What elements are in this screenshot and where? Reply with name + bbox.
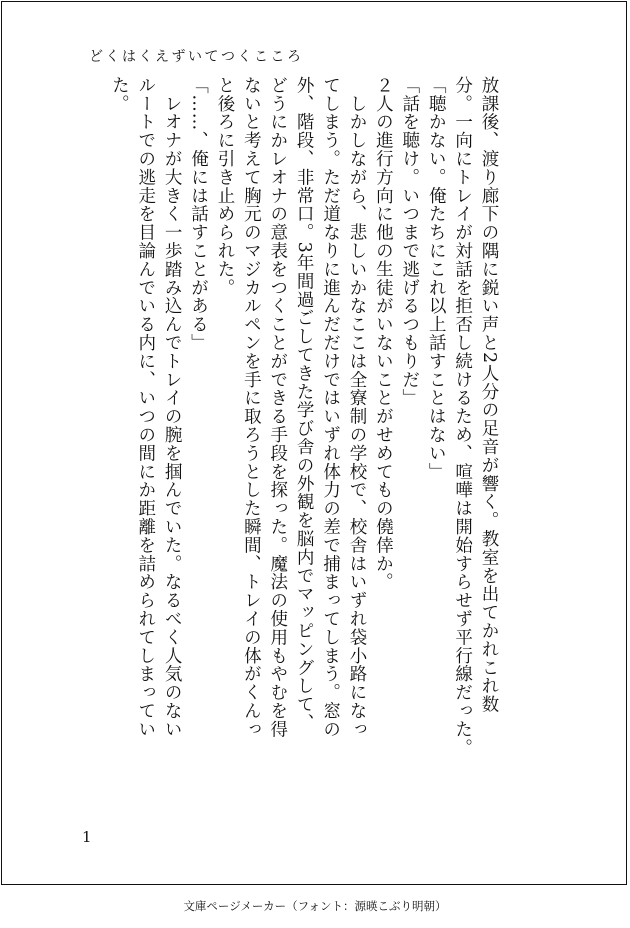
text-line: と後ろに引き止められた。 xyxy=(214,76,235,297)
footer-credit: 文庫ページメーカー（フォント：源暎こぶり明朝） xyxy=(183,899,447,913)
book-page xyxy=(1,1,627,885)
text-line: 分。一向にトレイが対話を拒否し続けるため、喧嘩は開始すらせず平行線だった。 xyxy=(452,76,473,757)
novel-body-text xyxy=(80,76,502,846)
text-line: 放課後、渡り廊下の隅に鋭い声と2人分の足音が響く。教室を出てかれこれ数 xyxy=(479,76,499,714)
text-line: ないと考えて胸元のマジカルペンを手に取ろうとした瞬間、トレイの体がくんっ xyxy=(241,76,262,739)
book-title: どくはくえずいてつくこころ xyxy=(89,49,304,65)
text-line: 外、階段、非常口。3年間過ごしてきた学び舎の外観を脳内でマッピングして、 xyxy=(294,76,315,733)
text-line: ２人の進行方向に他の生徒がいないことがせめてもの僥倖か。 xyxy=(373,76,394,592)
text-line: 「話を聴け。いつまで逃げるつもりだ」 xyxy=(399,76,420,408)
text-line: てしまう。ただ道なりに進んだだけではいずれ体力の差で捕まってしまう。窓の xyxy=(320,76,341,739)
text-line: ルートでの逃走を目論んでいる内に、いつの間にか距離を詰められてしまってい xyxy=(135,76,156,739)
text-line: しかしながら、悲しいかなここは全寮制の学校で、校舎はいずれ袋小路になっ xyxy=(346,76,367,739)
page-number: 1 xyxy=(82,828,92,846)
text-line: た。 xyxy=(109,76,130,113)
text-line: どうにかレオナの意表をつくことができる手段を探った。魔法の使用もやむを得 xyxy=(267,76,288,739)
text-line: 「……、俺には話すことがある」 xyxy=(188,76,209,352)
text-line: 「聴かない。俺たちにこれ以上話すことはない」 xyxy=(426,76,447,481)
text-line: レオナが大きく一歩踏み込んでトレイの腕を掴んでいた。なるべく人気のない xyxy=(162,76,183,739)
